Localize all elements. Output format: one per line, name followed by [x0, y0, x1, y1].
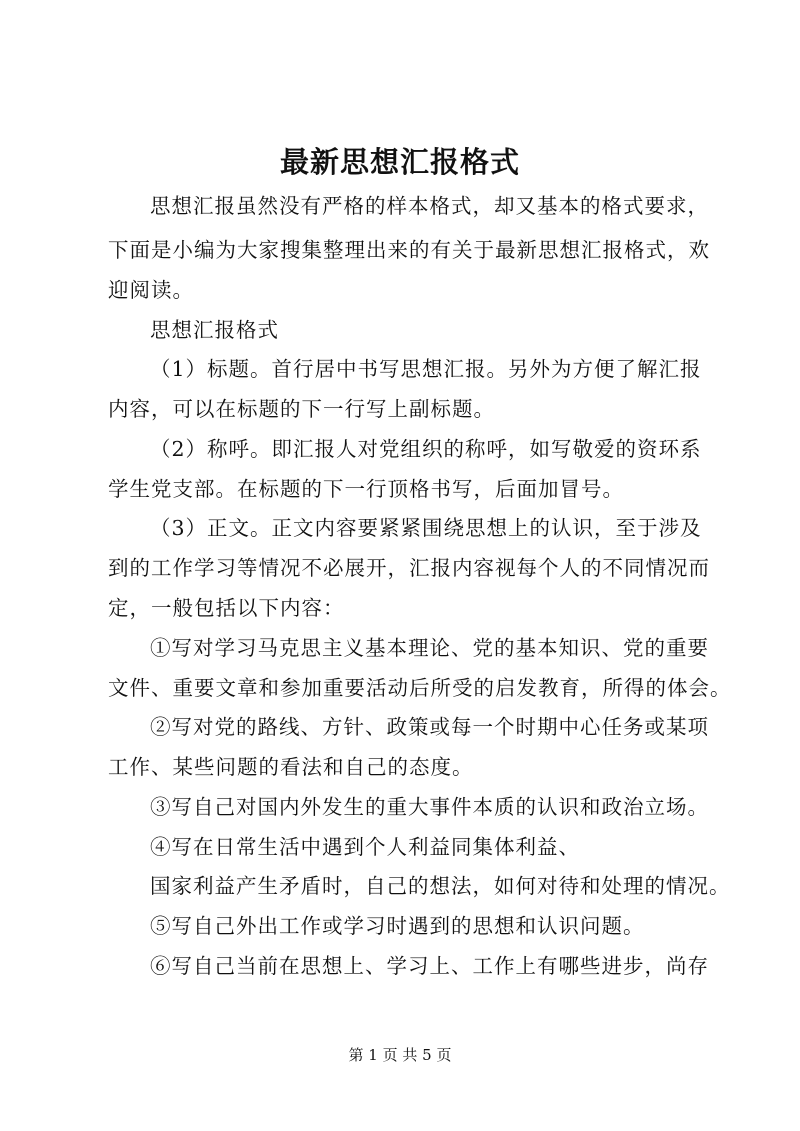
paragraph-line: 下面是小编为大家搜集整理出来的有关于最新思想汇报格式，欢 — [108, 238, 710, 262]
paragraph-line: 到的工作学习等情况不必展开，汇报内容视每个人的不同情况而 — [108, 556, 710, 580]
paragraph-line: 思想汇报虽然没有严格的样本格式，却又基本的格式要求， — [150, 194, 709, 218]
list-item: ⑤写自己外出工作或学习时遇到的思想和认识问题。 — [150, 914, 645, 938]
list-item: ④写在日常生活中遇到个人利益同集体利益、 — [150, 835, 580, 859]
document-title: 最新思想汇报格式 — [279, 145, 520, 179]
paragraph-line: （2）称呼。即汇报人对党组织的称呼，如写敬爱的资环系 — [150, 437, 702, 461]
paragraph-line: 定，一般包括以下内容： — [108, 596, 345, 620]
list-item: ③写自己对国内外发生的重大事件本质的认识和政治立场。 — [150, 795, 709, 819]
list-item-continuation: 文件、重要文章和参加重要活动后所受的启发教育，所得的体会。 — [108, 676, 732, 700]
list-item: ①写对学习马克思主义基本理论、党的基本知识、党的重要 — [150, 636, 709, 660]
section-heading: 思想汇报格式 — [150, 318, 279, 342]
page-number-footer: 第 1 页 共 5 页 — [348, 1046, 452, 1064]
list-item: ⑥写自己当前在思想上、学习上、工作上有哪些进步，尚存 — [150, 954, 709, 978]
list-item: ②写对党的路线、方针、政策或每一个时期中心任务或某项 — [150, 715, 709, 739]
list-item-continuation: 国家利益产生矛盾时，自己的想法，如何对待和处理的情况。 — [150, 874, 731, 898]
list-item-continuation: 工作、某些问题的看法和自己的态度。 — [108, 755, 474, 779]
paragraph-line: （1）标题。首行居中书写思想汇报。另外为方便了解汇报 — [150, 357, 702, 381]
paragraph-line: 迎阅读。 — [108, 278, 194, 302]
paragraph-line: 学生党支部。在标题的下一行顶格书写，后面加冒号。 — [108, 477, 624, 501]
paragraph-line: （3）正文。正文内容要紧紧围绕思想上的认识，至于涉及 — [150, 516, 702, 540]
paragraph-line: 内容，可以在标题的下一行写上副标题。 — [108, 397, 495, 421]
